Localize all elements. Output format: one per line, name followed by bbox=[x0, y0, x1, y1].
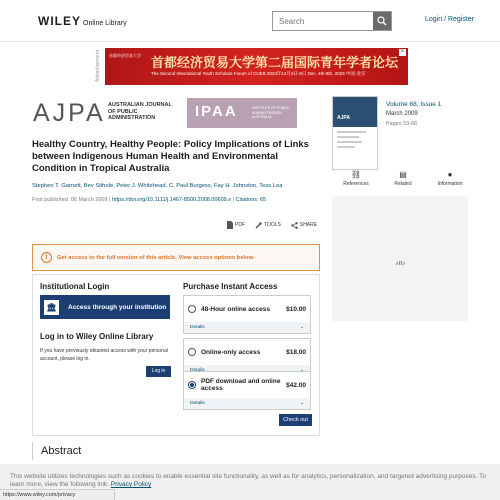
share-label: SHARE bbox=[299, 222, 318, 228]
cover-text-lines bbox=[333, 127, 377, 155]
article-authors[interactable]: Stephen T. Garnett, Bev Sithole, Peter J. Whitehead, C. Paul Burgess, Fay H. Johnston, Tess Lea bbox=[32, 183, 283, 189]
info-icon: i bbox=[41, 252, 52, 263]
tools-button[interactable] bbox=[255, 221, 281, 229]
cover-title: AJPA bbox=[333, 97, 377, 127]
access-notice bbox=[32, 244, 320, 271]
access-panel bbox=[32, 274, 320, 436]
citations-link[interactable]: Citations: 65 bbox=[235, 197, 267, 203]
pdf-button[interactable] bbox=[226, 221, 245, 229]
ad-close-icon[interactable]: × bbox=[400, 49, 405, 55]
issue-volume[interactable]: Volume 68, Issue 1 bbox=[386, 101, 442, 108]
wol-login-heading: Log in to Wiley Online Library bbox=[40, 332, 154, 341]
access-notice-text[interactable]: Get access to the full version of this article. View access options below. bbox=[57, 254, 255, 261]
details-label: Details bbox=[190, 401, 205, 406]
information-label: Information bbox=[437, 181, 463, 187]
related-label: Related bbox=[394, 181, 412, 187]
privacy-policy-link[interactable]: Privacy Policy bbox=[110, 481, 152, 488]
tools-label: TOOLS bbox=[264, 222, 281, 228]
institution-button-label: Access through your institution bbox=[68, 303, 167, 311]
article-tools bbox=[226, 221, 317, 229]
publication-info: First published: 06 March 2009 | https://doi.org/10.1111/j.1467-8500.2008.00609.x | Citations: 65 bbox=[32, 197, 267, 203]
option-details-toggle[interactable] bbox=[184, 398, 310, 409]
wiley-logo[interactable] bbox=[38, 14, 127, 28]
option-name: PDF download and online access bbox=[201, 378, 281, 392]
abstract-heading: Abstract bbox=[41, 445, 82, 457]
journal-acronym[interactable]: AJPA bbox=[33, 99, 106, 127]
ad-title: 首都经济贸易大学第二届国际青年学者论坛 bbox=[151, 56, 399, 71]
brand-sub: Online Library bbox=[83, 20, 127, 27]
radio-pdf[interactable] bbox=[188, 381, 196, 389]
wol-login-text: If you have previously obtained access with your personal account, please log in. bbox=[40, 348, 168, 362]
chevron-down-icon: ⌄ bbox=[299, 401, 304, 406]
radio-online[interactable] bbox=[188, 348, 196, 356]
related-tab[interactable] bbox=[385, 170, 421, 187]
ad-label: Advertisement bbox=[95, 50, 101, 82]
share-button[interactable] bbox=[291, 221, 317, 229]
article-title: Healthy Country, Healthy People: Policy Implications of Links between Indigenous Human Health and Environmental Condition in Tropical Australia bbox=[32, 139, 309, 174]
institutional-login-heading: Institutional Login bbox=[40, 282, 110, 291]
journal-cover[interactable] bbox=[332, 96, 378, 170]
issue-date: March 2009 bbox=[386, 111, 418, 117]
references-label: References bbox=[343, 181, 369, 187]
checkout-button[interactable]: Check out bbox=[279, 414, 312, 426]
information-tab[interactable] bbox=[432, 170, 468, 187]
link-icon: ⛓ bbox=[350, 170, 362, 179]
purchase-option-pdf[interactable] bbox=[183, 371, 311, 410]
ad-subtitle: The Second International Youth Scholars Forum of CUEB 2023年12月4日-8日 Dec. 4th-8th, 2023 中国·北京 bbox=[151, 71, 366, 76]
login-register-link[interactable]: Login / Register bbox=[425, 16, 475, 23]
doi-link[interactable]: https://doi.org/10.1111/j.1467-8500.2008.00609.x bbox=[112, 197, 231, 203]
wrench-icon bbox=[255, 222, 262, 229]
right-panel bbox=[332, 196, 468, 321]
first-published: First published: 06 March 2009 bbox=[32, 197, 108, 203]
search-box bbox=[272, 11, 392, 31]
institution-access-button[interactable] bbox=[40, 295, 170, 319]
ipaa-name: IPAA bbox=[195, 103, 238, 120]
ad-logo: 首都经济贸易大学 bbox=[109, 53, 141, 58]
pdf-icon bbox=[226, 221, 233, 229]
ipaa-sub: INSTITUTE OF PUBLIC ADMINISTRATION AUSTRALIA bbox=[252, 106, 290, 119]
search-button[interactable] bbox=[373, 12, 391, 30]
option-name: Online-only access bbox=[201, 348, 261, 356]
search-icon bbox=[377, 16, 387, 26]
top-bar bbox=[0, 0, 500, 42]
cookie-text: This website utilizes technologies such as cookies to enable essential site functionality, as well as for analytics, personalization, and targeted advertising purposes. To learn more, view the following link: bbox=[10, 473, 486, 488]
related-icon: ▤ bbox=[399, 170, 407, 179]
share-icon bbox=[291, 222, 298, 229]
advertisement-banner[interactable] bbox=[105, 48, 408, 85]
option-price: $18.00 bbox=[286, 348, 306, 356]
chevron-down-icon: ⌄ bbox=[299, 325, 304, 330]
ipaa-logo[interactable] bbox=[187, 98, 297, 128]
radio-48h[interactable] bbox=[188, 305, 196, 313]
issue-pages: Pages 53-66 bbox=[386, 121, 418, 127]
references-tab[interactable] bbox=[338, 170, 374, 187]
right-tools bbox=[338, 170, 468, 187]
option-price: $42.00 bbox=[286, 381, 306, 389]
journal-full-name: AUSTRALIAN JOURNAL OF PUBLIC ADMINISTRATION bbox=[108, 102, 172, 121]
option-details-toggle[interactable] bbox=[184, 322, 310, 333]
loading-spinner-icon bbox=[395, 259, 407, 267]
brand-name: WILEY bbox=[38, 14, 81, 28]
purchase-heading: Purchase Instant Access bbox=[183, 282, 278, 291]
option-price: $10.00 bbox=[286, 305, 306, 313]
status-bar-url: https://www.wiley.com/privacy bbox=[0, 489, 115, 500]
info-icon: ● bbox=[447, 170, 453, 179]
purchase-option-48h[interactable] bbox=[183, 295, 311, 334]
institution-icon: 🏛 bbox=[44, 300, 59, 315]
abstract-divider bbox=[32, 442, 33, 460]
option-name: 48-Hour online access bbox=[201, 305, 270, 313]
login-button[interactable]: Log in bbox=[146, 366, 171, 377]
pdf-label: PDF bbox=[235, 222, 245, 228]
details-label: Details bbox=[190, 325, 205, 330]
search-input[interactable] bbox=[273, 12, 373, 30]
